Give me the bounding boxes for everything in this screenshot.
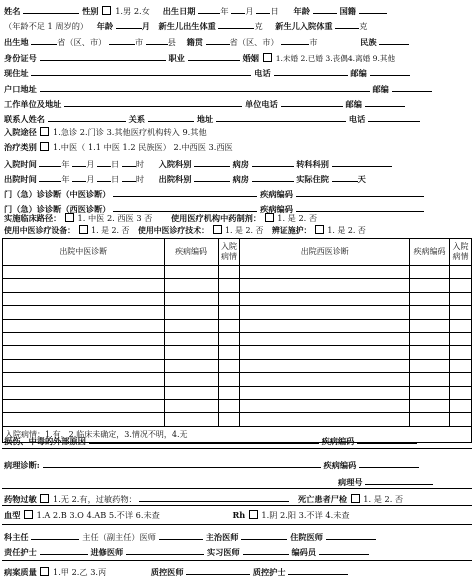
- row-quality: [4, 565, 470, 578]
- admission-dept-field[interactable]: [194, 157, 230, 167]
- marital-label: 婚姻: [242, 53, 259, 63]
- row-treatment-type: [4, 142, 470, 153]
- nationality-label: 国籍: [339, 6, 356, 16]
- row-id: [4, 51, 470, 64]
- row-tcm-usage: [4, 225, 470, 236]
- wm-dx-code-label: 疾病编码: [260, 204, 293, 214]
- coder-label: 编码员: [291, 547, 317, 557]
- year-unit-d: 年: [61, 174, 70, 184]
- discharge-dept-field[interactable]: [194, 172, 230, 182]
- tcm-outpatient-dx-label: 门（急）诊诊断（中医诊断）: [4, 189, 111, 199]
- row-pathology: [4, 458, 470, 471]
- tcm-dx-header: 出院中医诊断: [3, 239, 165, 266]
- rh-options: 1.阴 2.阳 3.不详 4.未查: [261, 510, 350, 520]
- stay-days-field[interactable]: [332, 172, 358, 182]
- qc-physician-field[interactable]: [186, 565, 250, 575]
- birth-month-field[interactable]: [231, 4, 245, 14]
- hukou-zip-field[interactable]: [392, 82, 432, 92]
- admission-route-options: 1.急诊 2.门诊 3.其他医疗机构转入 9.其他: [52, 127, 207, 137]
- sex-label: 性别: [82, 6, 99, 16]
- intern-physician-label: 实习医师: [206, 547, 240, 557]
- qc-nurse-label: 质控护士: [252, 567, 286, 577]
- tcm-condition-header: 入院病情: [218, 239, 240, 266]
- trainee-physician-label: 进修医师: [90, 547, 124, 557]
- birth-day-field[interactable]: [256, 4, 270, 14]
- discharge-year-field[interactable]: [39, 172, 61, 182]
- current-address-label: 现住址: [4, 68, 29, 78]
- gram-unit: 克: [254, 21, 263, 31]
- id-number-field[interactable]: [40, 51, 166, 61]
- table-row[interactable]: [3, 279, 472, 292]
- county-unit: 县: [167, 37, 176, 47]
- pathology-dx-label: 病理诊断:: [4, 460, 40, 470]
- divider: [2, 448, 472, 449]
- autopsy-options: 1. 是 2. 否: [363, 494, 404, 504]
- wm-dx-header: 出院西医诊断: [240, 239, 410, 266]
- discharge-ward-field[interactable]: [252, 172, 294, 182]
- qc-physician-label: 质控医师: [150, 567, 184, 577]
- admission-hour-field[interactable]: [122, 157, 136, 167]
- clinical-path-options: 1. 中医 2. 西医 3 否: [77, 213, 153, 223]
- sex-options: 1.男 2.女: [115, 6, 150, 16]
- birth-weight-label: 新生儿出生体重: [158, 21, 216, 31]
- row-discharge-time: [4, 172, 470, 185]
- intern-physician-field[interactable]: [243, 545, 289, 555]
- table-row[interactable]: [3, 346, 472, 359]
- admission-ward-label: 病房: [232, 159, 249, 169]
- tcm-preparation-label: 使用医疗机构中药制剂：: [170, 213, 262, 223]
- coder-field[interactable]: [319, 545, 369, 555]
- chief-physician-label: 主任（副主任）医师: [82, 532, 156, 542]
- contact-phone-label: 电话: [348, 114, 366, 124]
- contact-name-label: 联系人姓名: [4, 114, 45, 124]
- infant-age-field[interactable]: [116, 19, 142, 29]
- birth-label: 出生日期: [162, 6, 196, 16]
- year-unit: 年: [220, 6, 229, 16]
- drug-allergy-checkbox[interactable]: [40, 494, 49, 503]
- injury-code-label: 疾病编码: [321, 436, 355, 446]
- diagnosis-table-header: [3, 239, 472, 266]
- row-blood: [4, 510, 470, 521]
- contact-address-field[interactable]: [216, 112, 346, 122]
- contact-phone-field[interactable]: [368, 112, 420, 122]
- admission-dept-label: 入院科别: [158, 159, 192, 169]
- admit-weight-field[interactable]: [335, 19, 359, 29]
- row-hukou: [4, 82, 470, 95]
- drug-allergy-options: 1.无 2.有，过敏药物：: [52, 494, 137, 504]
- year-unit-a: 年: [61, 159, 70, 169]
- treatment-type-options: 1.中医（ 1.1 中医 1.2 民族医） 2.中西医 3.西医: [52, 142, 233, 152]
- discharge-ward-label: 病房: [232, 174, 249, 184]
- table-row[interactable]: [3, 413, 472, 426]
- discharge-day-field[interactable]: [97, 172, 111, 182]
- work-phone-label: 单位电话: [245, 99, 278, 109]
- native-place-label: 籍贯: [186, 37, 203, 47]
- pathology-code-label: 疾病编码: [323, 460, 357, 470]
- row-contact: [4, 112, 470, 125]
- admission-ward-field[interactable]: [252, 157, 294, 167]
- divider: [2, 560, 472, 561]
- attending-physician-label: 主治医师: [205, 532, 239, 542]
- transfer-dept-label: 转科科别: [296, 159, 329, 169]
- day-unit-d: 日: [111, 174, 120, 184]
- divider: [2, 488, 472, 489]
- tcm-preparation-checkbox[interactable]: [265, 213, 274, 222]
- day-unit-a: 日: [111, 159, 120, 169]
- tcm-technique-options: 1. 是 2. 否: [225, 226, 264, 235]
- discharge-time-label: 出院时间: [4, 174, 37, 184]
- gram-unit-2: 克: [359, 21, 368, 31]
- day-unit: 日: [270, 6, 279, 16]
- injury-code-field[interactable]: [357, 434, 417, 444]
- name-field[interactable]: [23, 4, 79, 14]
- resident-physician-field[interactable]: [326, 530, 376, 540]
- row-work: [4, 97, 470, 110]
- row-allergy: [4, 492, 470, 505]
- tcm-equipment-options: 1. 是 2. 否: [91, 226, 130, 235]
- table-row[interactable]: [3, 386, 472, 399]
- nurse-label: 责任护士: [4, 547, 37, 557]
- sex-checkbox[interactable]: [102, 6, 111, 15]
- chief-physician-field[interactable]: [159, 530, 203, 540]
- row-clinical-path: [4, 213, 470, 224]
- row-infant: [4, 19, 470, 32]
- work-zip-label: 邮编: [345, 99, 362, 109]
- divider: [2, 524, 472, 525]
- birth-weight-field[interactable]: [218, 19, 254, 29]
- contact-name-field[interactable]: [48, 112, 126, 122]
- infant-month-unit: 月: [141, 21, 150, 31]
- discharge-hour-field[interactable]: [122, 172, 136, 182]
- city-unit-2: 市: [309, 37, 318, 47]
- admission-year-field[interactable]: [39, 157, 61, 167]
- pathology-number-field[interactable]: [365, 475, 433, 485]
- month-unit-a: 月: [86, 159, 95, 169]
- work-zip-field[interactable]: [365, 97, 405, 107]
- native-province-field[interactable]: [206, 35, 230, 45]
- phone-field[interactable]: [274, 66, 348, 76]
- tcm-technique-checkbox[interactable]: [213, 225, 222, 234]
- hukou-address-field[interactable]: [40, 82, 370, 92]
- row-birthplace: [4, 35, 470, 48]
- dept-director-field[interactable]: [31, 530, 79, 540]
- age-field[interactable]: [313, 4, 337, 14]
- table-row[interactable]: [3, 292, 472, 305]
- stay-days-label: 实际住院: [296, 174, 329, 184]
- work-address-label: 工作单位及地址: [4, 99, 62, 109]
- pathology-code-field[interactable]: [359, 458, 419, 468]
- admission-route-label: 入院途径: [4, 127, 37, 137]
- treatment-type-checkbox[interactable]: [40, 142, 49, 151]
- discharge-dept-label: 出院科别: [158, 174, 192, 184]
- blood-type-options: 1.A 2.B 3.O 4.AB 5.不详 6.未查: [36, 510, 160, 520]
- work-address-field[interactable]: [64, 97, 242, 107]
- infant-note: （年龄不足 1 周岁的）: [4, 21, 89, 31]
- marital-options: 1.未婚 2.已婚 3.丧偶4.离婚 9.其他: [275, 54, 396, 63]
- table-row[interactable]: [3, 306, 472, 319]
- tcm-dx-code-label: 疾病编码: [260, 189, 293, 199]
- birth-year-field[interactable]: [198, 4, 220, 14]
- province-unit: 省（区、市）: [57, 37, 107, 47]
- record-quality-label: 病案质量: [4, 567, 37, 577]
- treatment-type-label: 治疗类别: [4, 142, 37, 152]
- tcm-equipment-label: 使用中医诊疗设备：: [4, 226, 76, 235]
- name-label: 姓名: [4, 6, 21, 16]
- admission-month-field[interactable]: [72, 157, 86, 167]
- resident-physician-label: 住院医师: [290, 532, 323, 542]
- province-unit-2: 省（区、市）: [229, 37, 279, 47]
- clinical-path-label: 实施临床路径：: [4, 213, 62, 223]
- row-injury: [4, 434, 470, 447]
- id-number-label: 身份证号: [4, 53, 37, 63]
- autopsy-checkbox[interactable]: [351, 494, 360, 503]
- row-tcm-outpatient-dx: [4, 187, 470, 200]
- pathology-dx-field[interactable]: [43, 458, 321, 468]
- tcm-code-header: 疾病编码: [164, 239, 218, 266]
- qc-nurse-field[interactable]: [288, 565, 348, 575]
- hour-unit-a: 时: [135, 159, 145, 169]
- syndrome-nursing-label: 辨证施护：: [271, 226, 312, 235]
- allergy-drug-field[interactable]: [139, 492, 289, 502]
- relation-label: 关系: [128, 114, 146, 124]
- tcm-technique-label: 使用中医诊疗技术：: [137, 226, 209, 235]
- row-admission-route: [4, 127, 470, 138]
- record-quality-checkbox[interactable]: [40, 567, 49, 576]
- birthplace-city-field[interactable]: [109, 35, 135, 45]
- row-basic-info: [4, 4, 470, 17]
- birthplace-label: 出生地: [4, 37, 29, 47]
- trainee-physician-field[interactable]: [126, 545, 204, 555]
- table-row[interactable]: [3, 359, 472, 372]
- diagnosis-table: [2, 238, 472, 443]
- hukou-address-label: 户口地址: [4, 84, 37, 94]
- relation-field[interactable]: [148, 112, 194, 122]
- table-row[interactable]: [3, 373, 472, 386]
- wm-outpatient-dx-label: 门（急）诊诊断（西医诊断）: [4, 204, 111, 214]
- age-label: 年龄: [293, 6, 310, 16]
- occupation-field[interactable]: [188, 51, 240, 61]
- admit-weight-label: 新生儿入院体重: [275, 21, 333, 31]
- injury-cause-field[interactable]: [89, 434, 319, 444]
- ethnicity-label: 民族: [360, 37, 377, 47]
- nurse-field[interactable]: [40, 545, 88, 555]
- contact-address-label: 地址: [196, 114, 214, 124]
- tcm-equipment-checkbox[interactable]: [79, 225, 88, 234]
- pathology-number-label: 病理号: [338, 477, 363, 487]
- birthplace-county-field[interactable]: [146, 35, 168, 45]
- row-staff-1: [4, 530, 470, 543]
- syndrome-nursing-options: 1. 是 2. 否: [327, 226, 366, 235]
- nationality-field[interactable]: [359, 4, 387, 14]
- day-unit-stay: 天: [357, 174, 366, 184]
- admission-day-field[interactable]: [97, 157, 111, 167]
- discharge-month-field[interactable]: [72, 172, 86, 182]
- rh-checkbox[interactable]: [249, 510, 258, 519]
- hukou-zip-label: 邮编: [372, 84, 389, 94]
- native-city-field[interactable]: [281, 35, 309, 45]
- birthplace-province-field[interactable]: [31, 35, 57, 45]
- tcm-outpatient-dx-field[interactable]: [113, 187, 257, 197]
- wm-outpatient-dx-field[interactable]: [113, 202, 257, 212]
- wm-dx-code-field[interactable]: [296, 202, 424, 212]
- blood-type-checkbox[interactable]: [24, 510, 33, 519]
- current-address-field[interactable]: [31, 66, 251, 76]
- row-pathology-number: [338, 475, 470, 488]
- table-row[interactable]: [3, 266, 472, 279]
- occupation-label: 职业: [168, 53, 185, 63]
- divider: [2, 505, 472, 506]
- ethnicity-field[interactable]: [379, 35, 409, 45]
- city-unit: 市: [134, 37, 144, 47]
- condition-legend: 入院病情：1.有，2.临床未确定，3.情况不明，4.无: [3, 426, 472, 442]
- admission-time-label: 入院时间: [4, 159, 37, 169]
- blood-type-label: 血型: [4, 510, 21, 520]
- clinical-path-checkbox[interactable]: [65, 213, 74, 222]
- row-staff-2: [4, 545, 470, 558]
- table-row[interactable]: [3, 332, 472, 345]
- row-address: [4, 66, 470, 79]
- syndrome-nursing-checkbox[interactable]: [315, 225, 324, 234]
- tcm-dx-code-field[interactable]: [296, 187, 424, 197]
- tcm-preparation-options: 1. 是 2. 否: [277, 213, 318, 223]
- zip-field[interactable]: [370, 66, 410, 76]
- drug-allergy-label: 药物过敏: [4, 494, 37, 504]
- work-phone-field[interactable]: [281, 97, 343, 107]
- table-row[interactable]: [3, 319, 472, 332]
- injury-cause-label: 损伤、中毒的外部原因: [4, 436, 86, 446]
- row-admission-time: [4, 157, 470, 170]
- rh-label: Rh: [232, 510, 246, 520]
- wm-code-header: 疾病编码: [410, 239, 450, 266]
- attending-physician-field[interactable]: [241, 530, 287, 540]
- dept-director-label: 科主任: [4, 532, 29, 542]
- transfer-dept-field[interactable]: [332, 157, 392, 167]
- wm-condition-header: 入院病情: [450, 239, 472, 266]
- phone-label: 电话: [254, 68, 271, 78]
- table-row[interactable]: [3, 399, 472, 412]
- month-unit: 月: [245, 6, 254, 16]
- zip-label: 邮编: [350, 68, 367, 78]
- record-quality-options: 1.甲 2.乙 3.丙: [52, 567, 107, 577]
- month-unit-d: 月: [86, 174, 95, 184]
- autopsy-label: 死亡患者尸检: [297, 494, 348, 504]
- hour-unit-d: 时: [135, 174, 145, 184]
- admission-route-checkbox[interactable]: [40, 127, 49, 136]
- infant-age-label: 年龄: [96, 21, 114, 31]
- marital-checkbox[interactable]: [263, 53, 272, 62]
